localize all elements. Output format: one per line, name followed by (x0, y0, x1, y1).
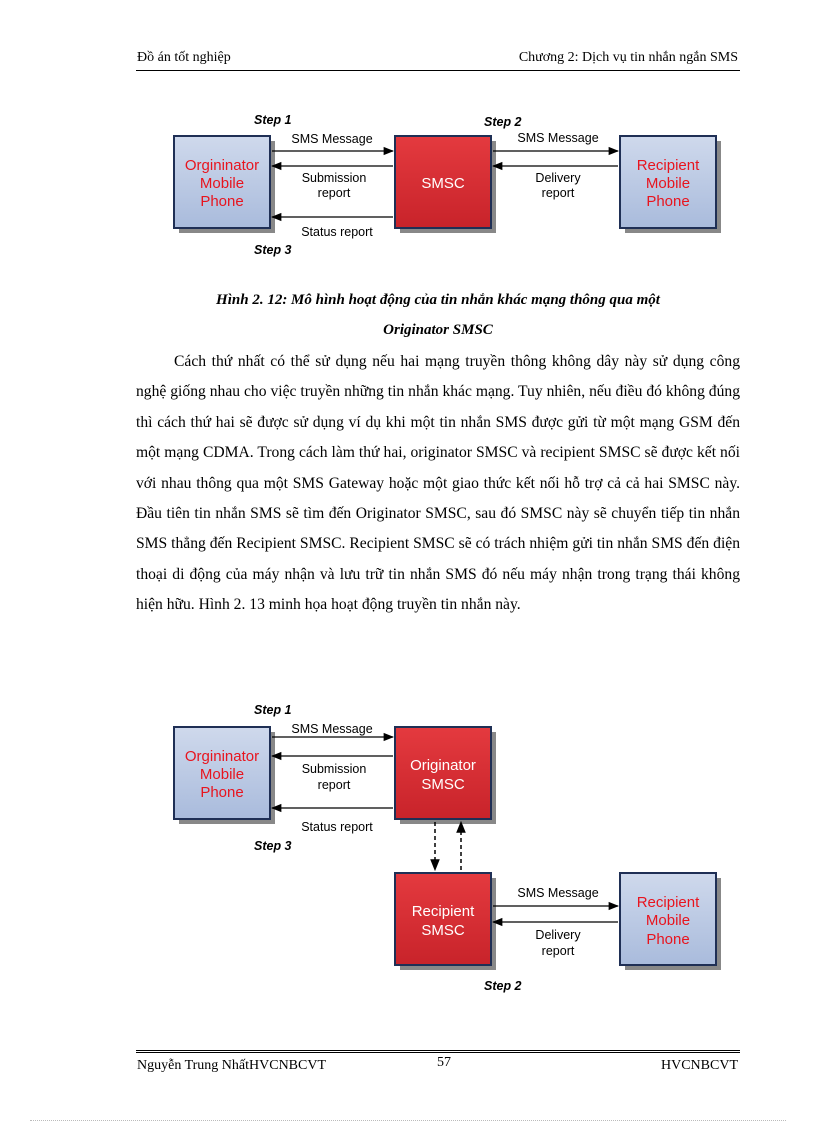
fig1-step1: Step 1 (254, 113, 292, 127)
fig1-step3: Step 3 (254, 243, 292, 257)
fig2-recipient-phone-l1: Recipient (636, 894, 700, 911)
fig2-delivery-l2: report (541, 944, 575, 958)
fig2-originator-phone-l1: Orgininator (184, 748, 260, 765)
fig1-smsc-label: SMSC (421, 175, 465, 192)
fig2-status-report: Status report (301, 820, 373, 834)
fig2-sms-message-2: SMS Message (517, 886, 599, 900)
fig1-submission-l1: Submission (301, 171, 367, 185)
fig1-recipient-l2: Mobile (645, 175, 691, 192)
footer-institution: HVCNBCVT (660, 1058, 738, 1073)
fig2-originator-phone-l2: Mobile (199, 766, 245, 783)
figure-2-diagram (160, 698, 740, 1003)
page-number: 57 (437, 1055, 451, 1070)
fig1-originator-l2: Mobile (199, 175, 245, 192)
fig2-recipient-smsc-l2: SMSC (421, 922, 465, 939)
header-left: Đồ án tốt nghiệp (137, 50, 231, 65)
fig2-recipient-phone-l2: Mobile (645, 912, 691, 929)
fig1-status-report: Status report (301, 225, 373, 239)
fig1-recipient-l3: Phone (646, 193, 690, 210)
fig1-originator-l3: Phone (200, 193, 244, 210)
fig2-sms-message-1: SMS Message (291, 722, 373, 736)
fig1-submission-l2: report (317, 186, 351, 200)
fig2-recipient-phone-l3: Phone (646, 931, 690, 948)
fig2-step3: Step 3 (254, 839, 292, 853)
fig1-sms-message-2: SMS Message (517, 131, 599, 145)
figure-1-caption-line1: Hình 2. 12: Mô hình hoạt động của tin nhắn khác mạng thông qua một (216, 292, 660, 308)
fig2-recipient-smsc-l1: Recipient (411, 903, 475, 920)
fig1-sms-message-1: SMS Message (291, 132, 373, 146)
fig2-submission-l1: Submission (301, 762, 367, 776)
page-bottom-border (30, 1120, 786, 1121)
fig2-originator-phone-l3: Phone (200, 784, 244, 801)
fig2-submission-l2: report (317, 778, 351, 792)
footer-author: Nguyễn Trung NhấtHVCNBCVT (137, 1058, 327, 1073)
header-rule (136, 70, 740, 71)
fig1-originator-l1: Orgininator (184, 157, 260, 174)
fig2-step2: Step 2 (484, 979, 522, 993)
fig2-step1: Step 1 (254, 703, 292, 717)
fig2-originator-smsc-l1: Originator (410, 757, 476, 774)
fig1-recipient-l1: Recipient (636, 157, 700, 174)
fig1-delivery-l1: Delivery (535, 171, 581, 185)
fig2-delivery-l1: Delivery (535, 928, 581, 942)
fig1-delivery-l2: report (541, 186, 575, 200)
body-paragraph: Cách thứ nhất có thể sử dụng nếu hai mạng truyền thông không dây này sử dụng công nghệ giống nhau cho việc truyền những tin nhắn khác mạng. Tuy nhiên, nếu điều đó không đúng thì cách thứ hai sẽ được sử dụng ví dụ khi một tin nhắn SMS được gửi từ một mạng GSM đến một mạng CDMA. Trong cách làm thứ hai, originator SMSC và recipient SMSC sẽ được kết nối với nhau thông qua một SMS Gateway hoặc một giao thức kết nối hỗ trợ cả cả hai SMSC này. Đầu tiên tin nhắn SMS sẽ tìm đến Originator SMSC, sau đó SMSC này sẽ chuyển tiếp tin nhắn SMS thẳng đến Recipient SMSC. Recipient SMSC sẽ có trách nhiệm gửi tin nhắn SMS đến điện thoại di động của máy nhận và lưu trữ tin nhắn SMS đó nếu máy nhận trong trạng thái không hiện hữu. Hình 2. 13 minh họa hoạt động truyền tin nhắn này. (136, 353, 740, 614)
fig1-step2: Step 2 (484, 115, 522, 129)
footer-rule (136, 1050, 740, 1053)
header-right: Chương 2: Dịch vụ tin nhắn ngắn SMS (518, 50, 738, 65)
fig2-originator-smsc-l2: SMSC (421, 776, 465, 793)
figure-1-caption-line2: Originator SMSC (383, 322, 493, 338)
figure-1-diagram (160, 108, 740, 268)
